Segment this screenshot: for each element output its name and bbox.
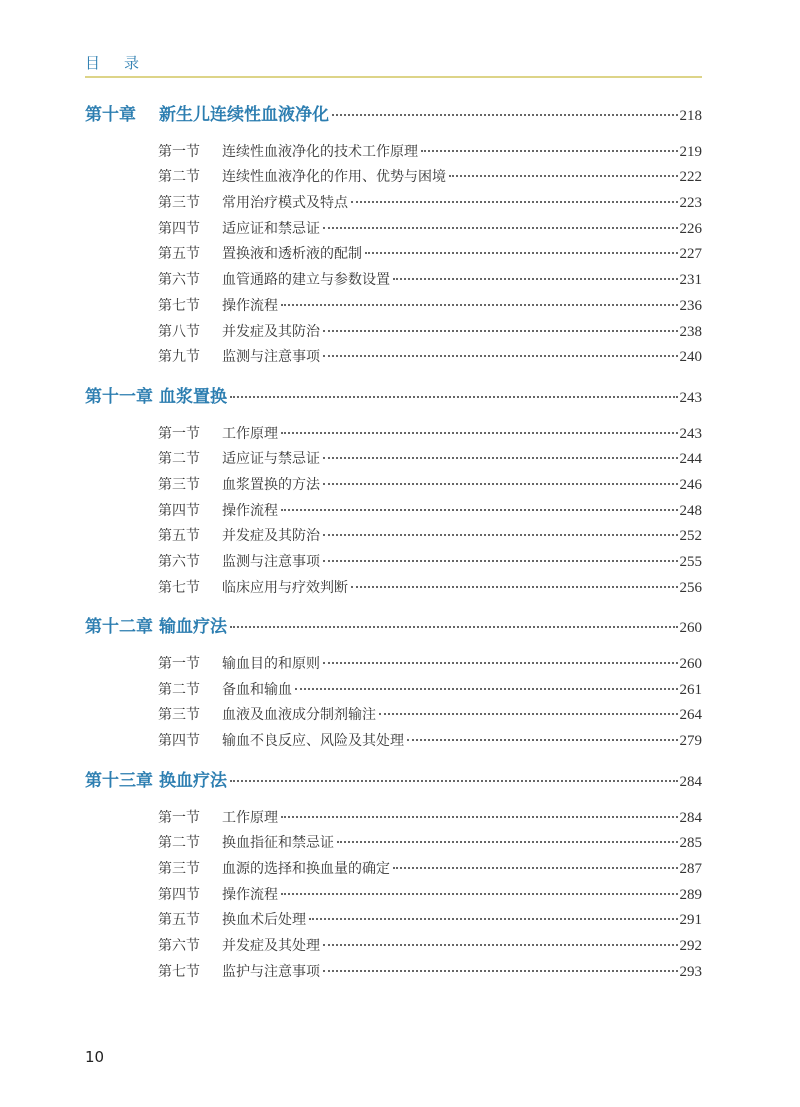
section-page: 248 [679,502,702,519]
section-entry[interactable] [85,242,702,268]
section-entry[interactable] [85,422,702,448]
dot-leader [323,944,678,946]
section-entry[interactable] [85,678,702,704]
section-entry[interactable] [85,320,702,346]
dot-leader [379,713,678,715]
section-title: 监测与注意事项 [222,554,320,570]
section-title: 输血目的和原则 [222,656,320,673]
section-number: 第四节 [158,886,200,903]
section-page: 284 [679,809,702,826]
chapter-number: 第十二章 [85,617,153,638]
section-page: 285 [679,835,702,852]
section-page: 219 [679,143,702,160]
section-page: 252 [679,528,702,545]
dot-leader [351,586,678,588]
section-title: 临床应用与疗效判断 [222,579,348,596]
section-page: 223 [679,195,702,212]
dot-leader [323,970,678,972]
section-page: 246 [679,476,702,493]
running-header [85,52,163,73]
section-title: 并发症及其处理 [222,937,320,954]
chapter-entry[interactable] [85,103,702,129]
page-number: 10 [85,1048,105,1066]
dot-leader [230,396,678,398]
chapter-title: 输血疗法 [159,617,227,638]
section-title: 置换液和透析液的配制 [222,246,362,263]
dot-leader [323,534,678,536]
dot-leader [365,252,678,254]
chapter-page: 260 [679,620,702,637]
chapter-entry[interactable] [85,615,702,641]
section-number: 第二节 [158,681,200,698]
chapter-title: 血浆置换 [159,386,227,407]
section-page: 291 [679,912,702,929]
section-title: 操作流程 [222,502,278,519]
dot-leader [449,175,678,177]
header-char: 目 [85,54,101,72]
section-page: 289 [679,886,702,903]
dot-leader [309,918,678,920]
section-title: 备血和输血 [222,681,292,698]
section-title: 换血指征和禁忌证 [222,835,334,852]
table-of-contents [85,103,702,985]
dot-leader [421,150,678,152]
section-title: 并发症及其防治 [222,323,320,340]
section-page: 240 [679,349,702,366]
section-title: 监测与注意事项 [222,349,320,366]
section-page: 226 [679,220,702,237]
chapter-entry[interactable] [85,769,702,795]
section-number: 第一节 [158,425,200,442]
section-entry[interactable] [85,550,702,576]
section-title: 工作原理 [222,809,278,826]
dot-leader [323,483,678,485]
section-title: 操作流程 [222,297,278,314]
section-title: 工作原理 [222,425,278,442]
dot-leader [407,739,678,741]
section-title: 适应证与禁忌证 [222,451,320,468]
dot-leader [281,509,678,511]
section-title: 血源的选择和换血量的确定 [222,860,390,877]
section-entry[interactable] [85,165,702,191]
dot-leader [323,227,678,229]
dot-leader [323,330,678,332]
section-page: 222 [679,169,702,186]
section-entry[interactable] [85,191,702,217]
section-entry[interactable] [85,806,702,832]
chapter-page: 218 [679,108,702,124]
section-page: 261 [679,681,702,698]
section-number: 第九节 [158,349,200,366]
section-number: 第四节 [158,502,200,519]
section-number: 第一节 [158,809,200,826]
section-page: 243 [679,425,702,442]
dot-leader [323,662,678,664]
section-number: 第八节 [158,323,200,340]
chapter-number: 第十一章 [85,386,153,407]
section-number: 第二节 [158,835,200,852]
section-page: 236 [679,297,702,314]
section-number: 第七节 [158,579,200,596]
section-page: 279 [679,733,702,750]
dot-leader [323,355,678,357]
section-title: 操作流程 [222,886,278,903]
section-entry[interactable] [85,857,702,883]
section-entry[interactable] [85,908,702,934]
chapter-number: 第十三章 [85,770,153,791]
section-number: 第四节 [158,733,200,750]
section-entry[interactable] [85,268,702,294]
chapter-title: 换血疗法 [159,770,227,791]
dot-leader [351,201,678,203]
chapter-page: 284 [679,773,702,790]
section-page: 256 [679,579,702,596]
section-number: 第五节 [158,246,200,263]
section-number: 第一节 [158,143,200,160]
section-number: 第六节 [158,272,200,289]
section-page: 255 [679,554,702,570]
section-title: 连续性血液净化的作用、优势与困境 [222,169,446,186]
section-page: 260 [679,656,702,673]
section-title: 并发症及其防治 [222,528,320,545]
section-title: 适应证和禁忌证 [222,220,320,237]
chapter-number: 第十章 [85,105,136,125]
header-char: 录 [124,54,140,72]
header-rule [85,76,702,78]
section-number: 第一节 [158,656,200,673]
section-number: 第七节 [158,963,200,980]
section-entry[interactable] [85,831,702,857]
section-page: 293 [679,963,702,980]
dot-leader [393,278,678,280]
section-page: 287 [679,860,702,877]
section-number: 第四节 [158,220,200,237]
chapter-title: 新生儿连续性血液净化 [159,105,329,125]
section-title: 输血不良反应、风险及其处理 [222,733,404,750]
section-page: 244 [679,451,702,468]
dot-leader [323,457,678,459]
section-entry[interactable] [85,960,702,986]
dot-leader [337,841,678,843]
section-entry[interactable] [85,934,702,960]
section-entry[interactable] [85,703,702,729]
section-page: 292 [679,937,702,954]
dot-leader [332,114,678,116]
section-title: 换血术后处理 [222,912,306,929]
dot-leader [230,780,678,782]
section-entry[interactable] [85,217,702,243]
section-title: 血液及血液成分制剂输注 [222,707,376,724]
section-number: 第三节 [158,707,200,724]
section-entry[interactable] [85,345,702,371]
section-page: 238 [679,323,702,340]
section-title: 血管通路的建立与参数设置 [222,272,390,289]
dot-leader [281,304,678,306]
section-entry[interactable] [85,473,702,499]
dot-leader [230,626,678,628]
section-number: 第三节 [158,476,200,493]
chapter-entry[interactable] [85,385,702,411]
section-number: 第三节 [158,195,200,212]
section-page: 264 [679,707,702,724]
section-title: 血浆置换的方法 [222,476,320,493]
section-title: 连续性血液净化的技术工作原理 [222,143,418,160]
section-number: 第五节 [158,912,200,929]
section-number: 第七节 [158,297,200,314]
section-entry[interactable] [85,499,702,525]
section-number: 第六节 [158,554,200,570]
section-title: 常用治疗模式及特点 [222,195,348,212]
section-entry[interactable] [85,524,702,550]
dot-leader [281,816,678,818]
dot-leader [281,893,678,895]
dot-leader [295,688,678,690]
chapter-page: 243 [679,389,702,406]
section-title: 监护与注意事项 [222,963,320,980]
section-number: 第五节 [158,528,200,545]
section-number: 第三节 [158,860,200,877]
section-entry[interactable] [85,883,702,909]
section-entry[interactable] [85,140,702,166]
section-entry[interactable] [85,447,702,473]
section-entry[interactable] [85,652,702,678]
dot-leader [323,560,678,562]
section-entry[interactable] [85,576,702,602]
section-entry[interactable] [85,294,702,320]
section-entry[interactable] [85,729,702,755]
section-number: 第六节 [158,937,200,954]
dot-leader [281,432,678,434]
section-page: 231 [679,272,702,289]
dot-leader [393,867,678,869]
section-number: 第二节 [158,451,200,468]
section-number: 第二节 [158,169,200,186]
section-page: 227 [679,246,702,263]
